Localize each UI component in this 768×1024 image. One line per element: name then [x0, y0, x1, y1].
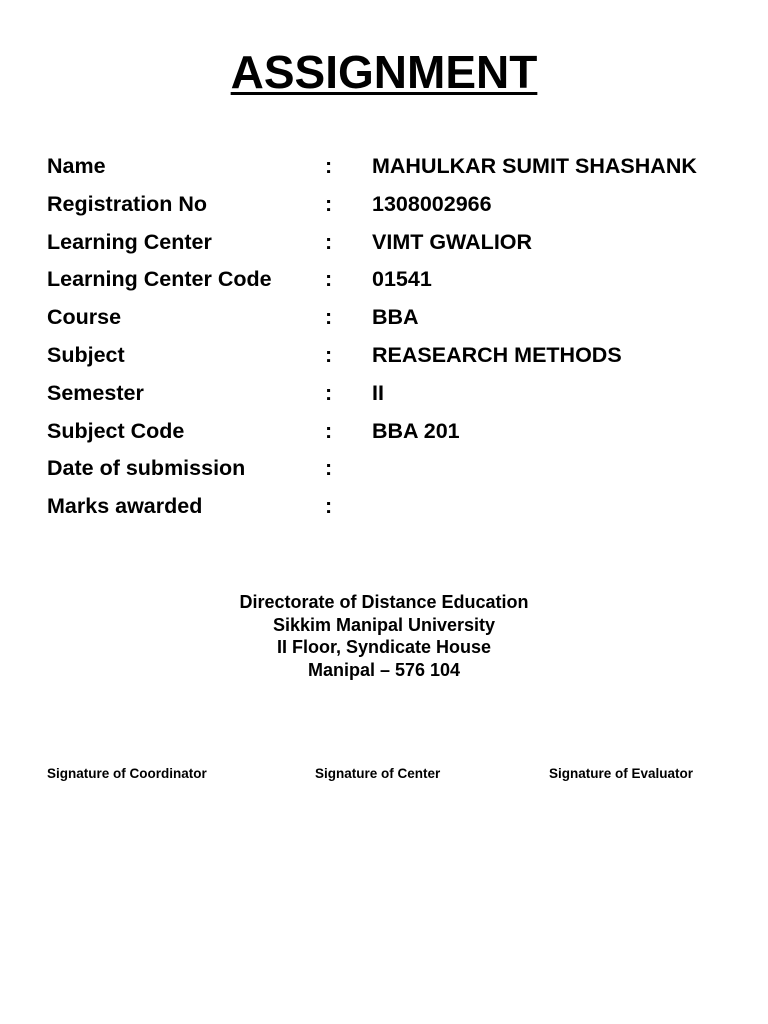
field-colon: :: [325, 305, 333, 330]
field-label: Registration No: [47, 191, 208, 216]
field-colon: :: [325, 191, 333, 216]
field-row-subject: [47, 337, 747, 375]
signature-evaluator-label: Signature of Evaluator: [549, 766, 694, 781]
signature-center-label: Signature of Center: [315, 766, 441, 781]
field-colon: :: [325, 229, 333, 254]
signature-coordinator-label: Signature of Coordinator: [47, 766, 207, 781]
field-label: Subject Code: [47, 418, 185, 443]
assignment-fields: [47, 148, 747, 526]
field-row-registration-no: [47, 186, 747, 224]
field-label: Marks awarded: [47, 494, 203, 519]
field-value: 01541: [372, 267, 432, 292]
field-value: 1308002966: [372, 191, 492, 216]
university-address: [0, 591, 768, 681]
field-row-semester: [47, 375, 747, 413]
field-row-date-of-submission: [47, 450, 747, 488]
field-value: II: [372, 380, 384, 405]
field-colon: :: [325, 154, 333, 178]
field-colon: :: [325, 494, 333, 519]
field-value: BBA: [372, 305, 419, 330]
field-label: Name: [47, 154, 106, 178]
field-row-subject-code: [47, 413, 747, 451]
field-colon: :: [325, 456, 333, 481]
field-value: VIMT GWALIOR: [372, 229, 533, 254]
field-value: BBA 201: [372, 418, 460, 443]
field-label: Learning Center: [47, 229, 212, 254]
field-value: REASEARCH METHODS: [372, 342, 622, 367]
field-label: Learning Center Code: [47, 267, 272, 292]
field-label: Course: [47, 305, 122, 330]
address-line: Directorate of Distance Education: [239, 592, 529, 612]
field-label: Date of submission: [47, 456, 246, 481]
field-row-learning-center-code: [47, 261, 747, 299]
field-value: MAHULKAR SUMIT SHASHANK: [372, 154, 697, 178]
field-colon: :: [325, 267, 333, 292]
address-line: Manipal – 576 104: [307, 659, 461, 680]
field-label: Semester: [47, 380, 144, 405]
field-colon: :: [325, 342, 333, 367]
document-title: [0, 44, 768, 100]
address-line: Sikkim Manipal University: [272, 614, 496, 635]
field-row-marks-awarded: [47, 488, 747, 526]
field-label: Subject: [47, 342, 125, 367]
title-text: ASSIGNMENT: [230, 46, 538, 98]
field-colon: :: [325, 380, 333, 405]
field-row-name: [47, 148, 747, 186]
field-colon: :: [325, 418, 333, 443]
field-row-learning-center: [47, 224, 747, 262]
field-row-course: [47, 299, 747, 337]
address-line: II Floor, Syndicate House: [276, 637, 492, 657]
